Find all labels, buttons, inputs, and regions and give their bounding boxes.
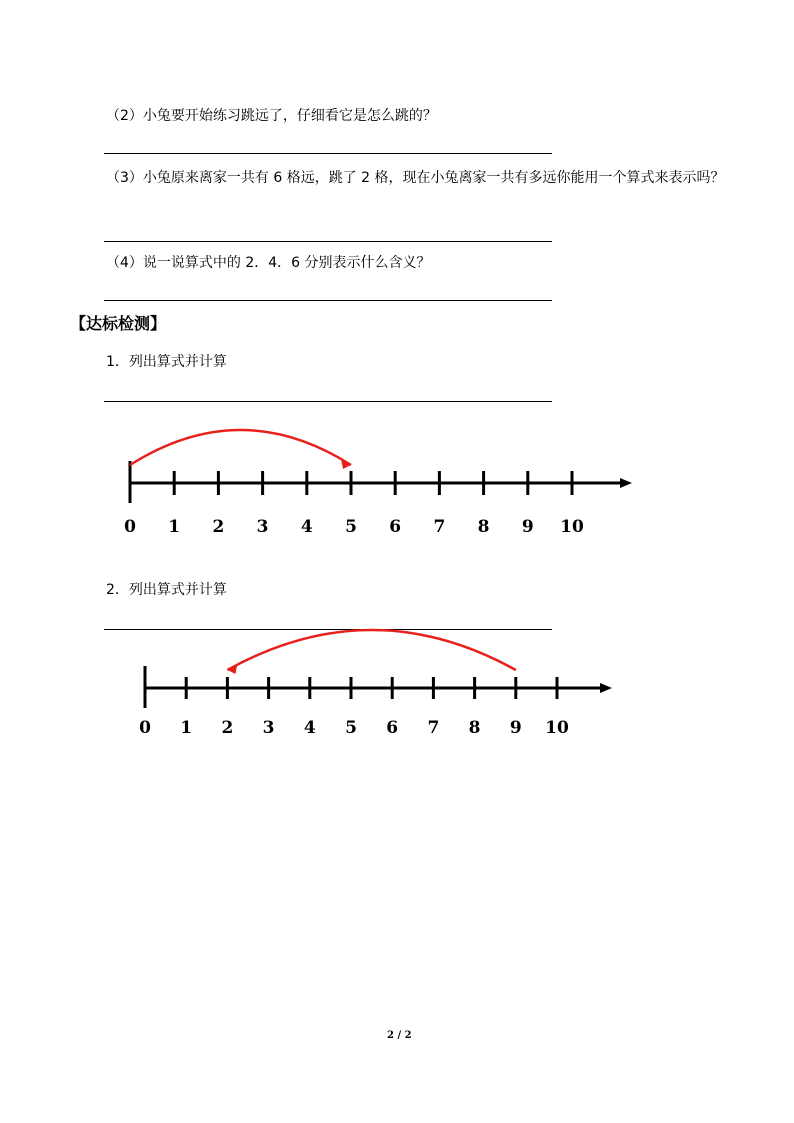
tick-label: 4 [303, 718, 316, 738]
exercise-2-label: 2．列出算式并计算 [106, 582, 227, 598]
question-2: （2）小兔要开始练习跳远了，仔细看它是怎么跳的？ [106, 108, 437, 124]
answer-line-ex1[interactable] [104, 401, 552, 402]
tick-label: 5 [345, 517, 357, 537]
tick-label: 9 [521, 517, 534, 537]
section-title: 【达标检测】 [70, 314, 167, 333]
tick-label: 0 [139, 718, 151, 738]
tick-label: 2 [212, 517, 225, 537]
tick-label: 8 [468, 718, 481, 738]
tick-label: 6 [389, 517, 402, 537]
axis-arrowhead [620, 478, 632, 488]
answer-line-ex2[interactable] [104, 629, 552, 630]
tick-label: 9 [509, 718, 522, 738]
tick-label: 1 [180, 718, 193, 738]
tick-label: 3 [262, 718, 275, 738]
tick-label: 7 [427, 718, 440, 738]
tick-label: 4 [300, 517, 313, 537]
tick-label: 6 [386, 718, 399, 738]
question-3: （3）小兔原来离家一共有 6 格远，跳了 2 格，现在小兔离家一共有多远你能用一个算式来表示吗？ [106, 170, 725, 186]
tick-label: 10 [560, 517, 584, 537]
tick-label: 8 [477, 517, 490, 537]
jump-arrow [227, 630, 515, 670]
page-number: 2 / 2 [387, 1030, 412, 1041]
tick-label: 0 [124, 517, 136, 537]
exercise-1-label: 1．列出算式并计算 [106, 354, 227, 370]
tick-label: 7 [433, 517, 446, 537]
jump-arrowhead [227, 664, 237, 674]
answer-line-q4[interactable] [104, 300, 552, 301]
tick-label: 2 [221, 718, 234, 738]
answer-line-q2[interactable] [104, 153, 552, 154]
jump-arrowhead [341, 459, 351, 469]
tick-label: 10 [545, 718, 569, 738]
tick-label: 3 [256, 517, 269, 537]
answer-line-q3[interactable] [104, 241, 552, 242]
axis-arrowhead [600, 683, 612, 693]
tick-label: 5 [345, 718, 357, 738]
question-4: （4）说一说算式中的 2．4．6 分别表示什么含义？ [106, 255, 431, 271]
jump-arrow [130, 430, 351, 465]
tick-label: 1 [168, 517, 181, 537]
